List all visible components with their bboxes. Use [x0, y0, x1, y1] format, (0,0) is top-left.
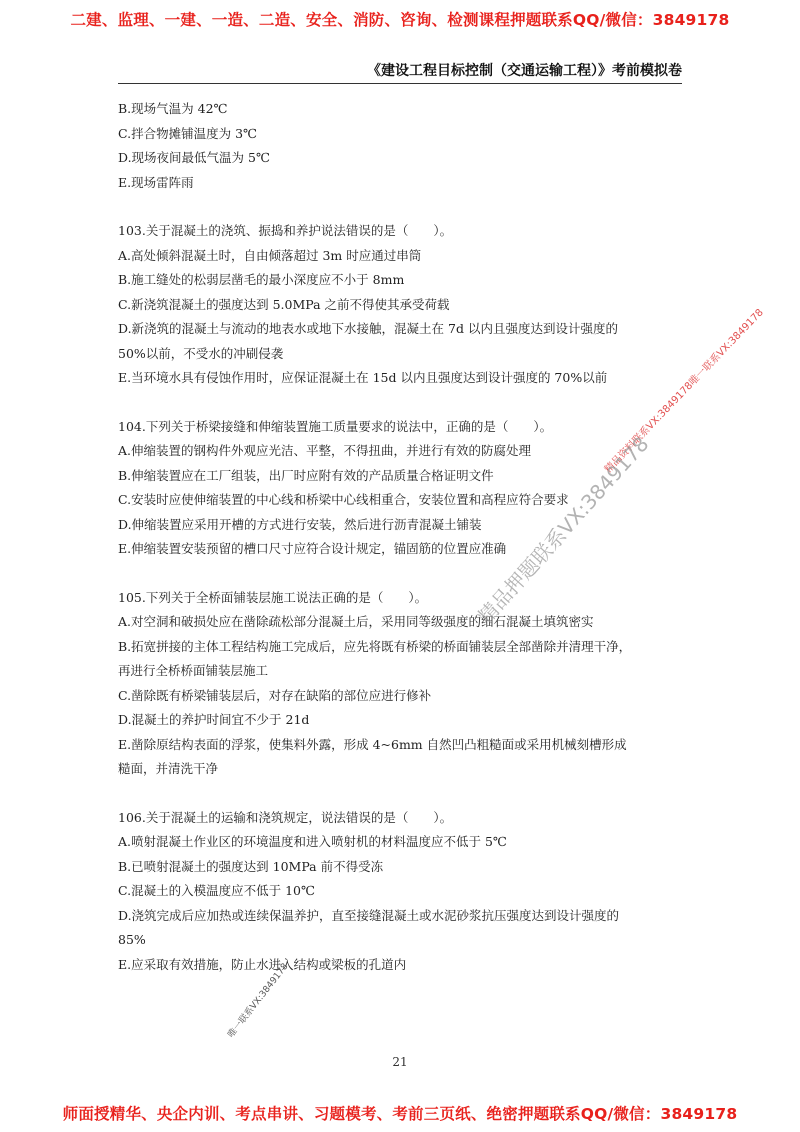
option-line: 85%: [118, 932, 146, 947]
option-line: B.拓宽拼接的主体工程结构施工完成后，应先将既有桥梁的桥面铺装层全部凿除并清理干净，: [118, 638, 632, 654]
option-line: A.高处倾斜混凝土时，自由倾落超过 3m 时应通过串筒: [118, 247, 422, 263]
option-line: E.应采取有效措施，防止水进入结构或梁板的孔道内: [118, 956, 407, 972]
question-stem: 103.关于混凝土的浇筑、振捣和养护说法错误的是（ ）。: [118, 223, 453, 238]
option-line: D.伸缩装置应采用开槽的方式进行安装，然后进行沥青混凝土铺装: [118, 516, 482, 532]
option-line: E.当环境水具有侵蚀作用时，应保证混凝土在 15d 以内且强度达到设计强度的 70%以前: [118, 370, 608, 385]
option-line: D.现场夜间最低气温为 5℃: [118, 150, 270, 165]
option-line: E.凿除原结构表面的浮浆，使集料外露，形成 4~6mm 自然凹凸粗糙面或采用机械刻槽形成: [118, 736, 627, 752]
question-106: [118, 806, 688, 978]
question-103: [118, 219, 688, 391]
option-line: B.已喷射混凝土的强度达到 10MPa 前不得受冻: [118, 858, 384, 874]
option-line: D.浇筑完成后应加热或连续保温养护，直至接缝混凝土或水泥砂浆抗压强度达到设计强度的: [118, 907, 620, 923]
page-content: [118, 97, 688, 977]
question-stem: 104.下列关于桥梁接缝和伸缩装置施工质量要求的说法中，正确的是（ ）。: [118, 418, 553, 434]
option-line: 糙面，并清洗干净: [118, 761, 219, 776]
option-line: C.安装时应使伸缩装置的中心线和桥梁中心线相重合，安装位置和高程应符合要求: [118, 492, 569, 507]
question-stem: 105.下列关于全桥面铺装层施工说法正确的是（ ）。: [118, 589, 428, 605]
bottom-watermark: 唯一联系VX:3849178: [226, 961, 291, 1041]
option-line: B.施工缝处的松弱层凿毛的最小深度应不小于 8mm: [118, 272, 405, 287]
option-line: C.拌合物摊铺温度为 3℃: [118, 125, 258, 141]
diagonal-watermark-large: 精品押题联系VX:3849178: [472, 431, 654, 629]
document-title: 《建设工程目标控制（交通运输工程）》考前模拟卷: [367, 63, 682, 79]
header-rule: [118, 83, 682, 84]
diagonal-watermark-small: 精品资料联系VX:3849178唯一联系VX:3849178: [602, 307, 766, 476]
option-line: A.对空洞和破损处应在凿除疏松部分混凝土后，采用同等级强度的细石混凝土填筑密实: [118, 614, 594, 629]
option-line: C.新浇筑混凝土的强度达到 5.0MPa 之前不得使其承受荷载: [118, 296, 450, 312]
top-contact-banner: 二建、监理、一建、一造、二造、安全、消防、咨询、检测课程押题联系QQ/微信：3849178: [70, 11, 730, 29]
option-line: 50%以前，不受水的冲刷侵袭: [118, 345, 284, 361]
question-105: [118, 586, 688, 782]
question-stem: 106.关于混凝土的运输和浇筑规定，说法错误的是（ ）。: [118, 809, 453, 825]
option-line: B.现场气温为 42℃: [118, 101, 228, 116]
previous-question-options: [118, 97, 688, 195]
option-line: C.混凝土的入模温度应不低于 10℃: [118, 883, 315, 898]
option-line: B.伸缩装置应在工厂组装，出厂时应附有效的产品质量合格证明文件: [118, 467, 494, 483]
option-line: 再进行全桥桥面铺装层施工: [118, 663, 269, 678]
option-line: A.伸缩装置的钢构件外观应光洁、平整，不得扭曲，并进行有效的防腐处理: [118, 443, 532, 458]
page-number: 21: [392, 1055, 408, 1069]
option-line: E.伸缩装置安装预留的槽口尺寸应符合设计规定，锚固筋的位置应准确: [118, 541, 507, 556]
option-line: C.凿除既有桥梁铺装层后，对存在缺陷的部位应进行修补: [118, 687, 432, 703]
option-line: D.新浇筑的混凝土与流动的地表水或地下水接触，混凝土在 7d 以内且强度达到设计强度的: [118, 321, 618, 336]
option-line: A.喷射混凝土作业区的环境温度和进入喷射机的材料温度应不低于 5℃: [118, 834, 507, 849]
bottom-contact-banner: 师面授精华、央企内训、考点串讲、习题模考、考前三页纸、绝密押题联系QQ/微信：3849178: [62, 1105, 738, 1123]
option-line: E.现场雷阵雨: [118, 174, 194, 190]
option-line: D.混凝土的养护时间宜不少于 21d: [118, 712, 310, 727]
